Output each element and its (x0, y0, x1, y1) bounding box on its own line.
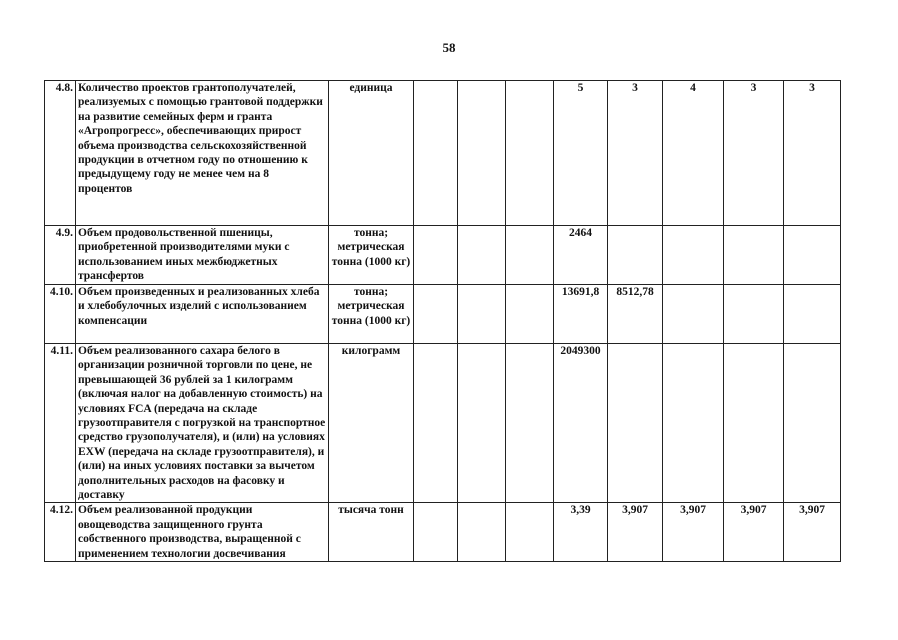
value-cell: 3,907 (784, 503, 841, 562)
value-cell: 5 (554, 81, 608, 226)
table-row (45, 344, 898, 503)
indicator-name: Объем реализованного сахара белого в организации розничной торговли по цене, не превышающей 36 рублей за 1 килограмм (включая налог на добавленную стоимость) на условиях FCA (передача на складе грузоотправителя с погрузкой на транспортное средство грузополучателя), и (или) на условиях EXW (передача на складе грузоотправителя), и (или) на иных условиях поставки за вычетом дополнительных расходов на фасовку и доставку (76, 344, 329, 503)
value-cell: 3 (784, 81, 841, 226)
table-row (45, 285, 898, 344)
row-number: 4.12. (45, 503, 76, 562)
value-cell (724, 344, 784, 503)
value-cell (784, 344, 841, 503)
value-cell (414, 226, 458, 285)
row-number: 4.10. (45, 285, 76, 344)
value-cell (506, 503, 554, 562)
unit-of-measure: килограмм (329, 344, 414, 503)
row-number: 4.11. (45, 344, 76, 503)
value-cell (414, 344, 458, 503)
value-cell (663, 226, 724, 285)
value-cell: 3 (724, 81, 784, 226)
value-cell (458, 81, 506, 226)
unit-of-measure: тонна; метрическая тонна (1000 кг) (329, 285, 414, 344)
indicator-name: Объем продовольственной пшеницы, приобретенной производителями муки с использованием иных межбюджетных трансфертов (76, 226, 329, 285)
value-cell: 4 (663, 81, 724, 226)
value-cell: 2464 (554, 226, 608, 285)
indicator-name: Количество проектов грантополучателей, реализуемых с помощью грантовой поддержки на развитие семейных ферм и гранта «Агропрогресс», обеспечивающих прирост объема производства сельскохозяйственной продукции в отчетном году по отношению к предыдущему году не менее чем на 8 процентов (76, 81, 329, 226)
value-cell: 3 (608, 81, 663, 226)
indicator-name: Объем произведенных и реализованных хлеба и хлебобулочных изделий с использованием компенсации (76, 285, 329, 344)
value-cell: 13691,8 (554, 285, 608, 344)
value-cell: 3,907 (724, 503, 784, 562)
value-cell (724, 226, 784, 285)
value-cell: 3,907 (663, 503, 724, 562)
table-row (45, 226, 898, 285)
value-cell (784, 226, 841, 285)
value-cell (663, 344, 724, 503)
value-cell (458, 226, 506, 285)
value-cell (608, 226, 663, 285)
row-number: 4.9. (45, 226, 76, 285)
value-cell (608, 344, 663, 503)
value-cell (506, 226, 554, 285)
value-cell (414, 503, 458, 562)
value-cell (458, 285, 506, 344)
value-cell: 2049300 (554, 344, 608, 503)
unit-of-measure: единица (329, 81, 414, 226)
value-cell: 8512,78 (608, 285, 663, 344)
value-cell (458, 344, 506, 503)
unit-of-measure: тонна; метрическая тонна (1000 кг) (329, 226, 414, 285)
value-cell (458, 503, 506, 562)
value-cell (724, 285, 784, 344)
value-cell (663, 285, 724, 344)
value-cell: 3,39 (554, 503, 608, 562)
indicators-table (44, 80, 898, 562)
table-row (45, 81, 898, 226)
indicator-name: Объем реализованной продукции овощеводства защищенного грунта собственного производства, выращенной с применением технологии досвечивания (76, 503, 329, 562)
value-cell (414, 285, 458, 344)
value-cell (506, 285, 554, 344)
unit-of-measure: тысяча тонн (329, 503, 414, 562)
table-row (45, 503, 898, 562)
value-cell (414, 81, 458, 226)
value-cell (506, 81, 554, 226)
row-number: 4.8. (45, 81, 76, 226)
value-cell (506, 344, 554, 503)
page-number: 58 (442, 40, 456, 55)
value-cell: 3,907 (608, 503, 663, 562)
value-cell (784, 285, 841, 344)
